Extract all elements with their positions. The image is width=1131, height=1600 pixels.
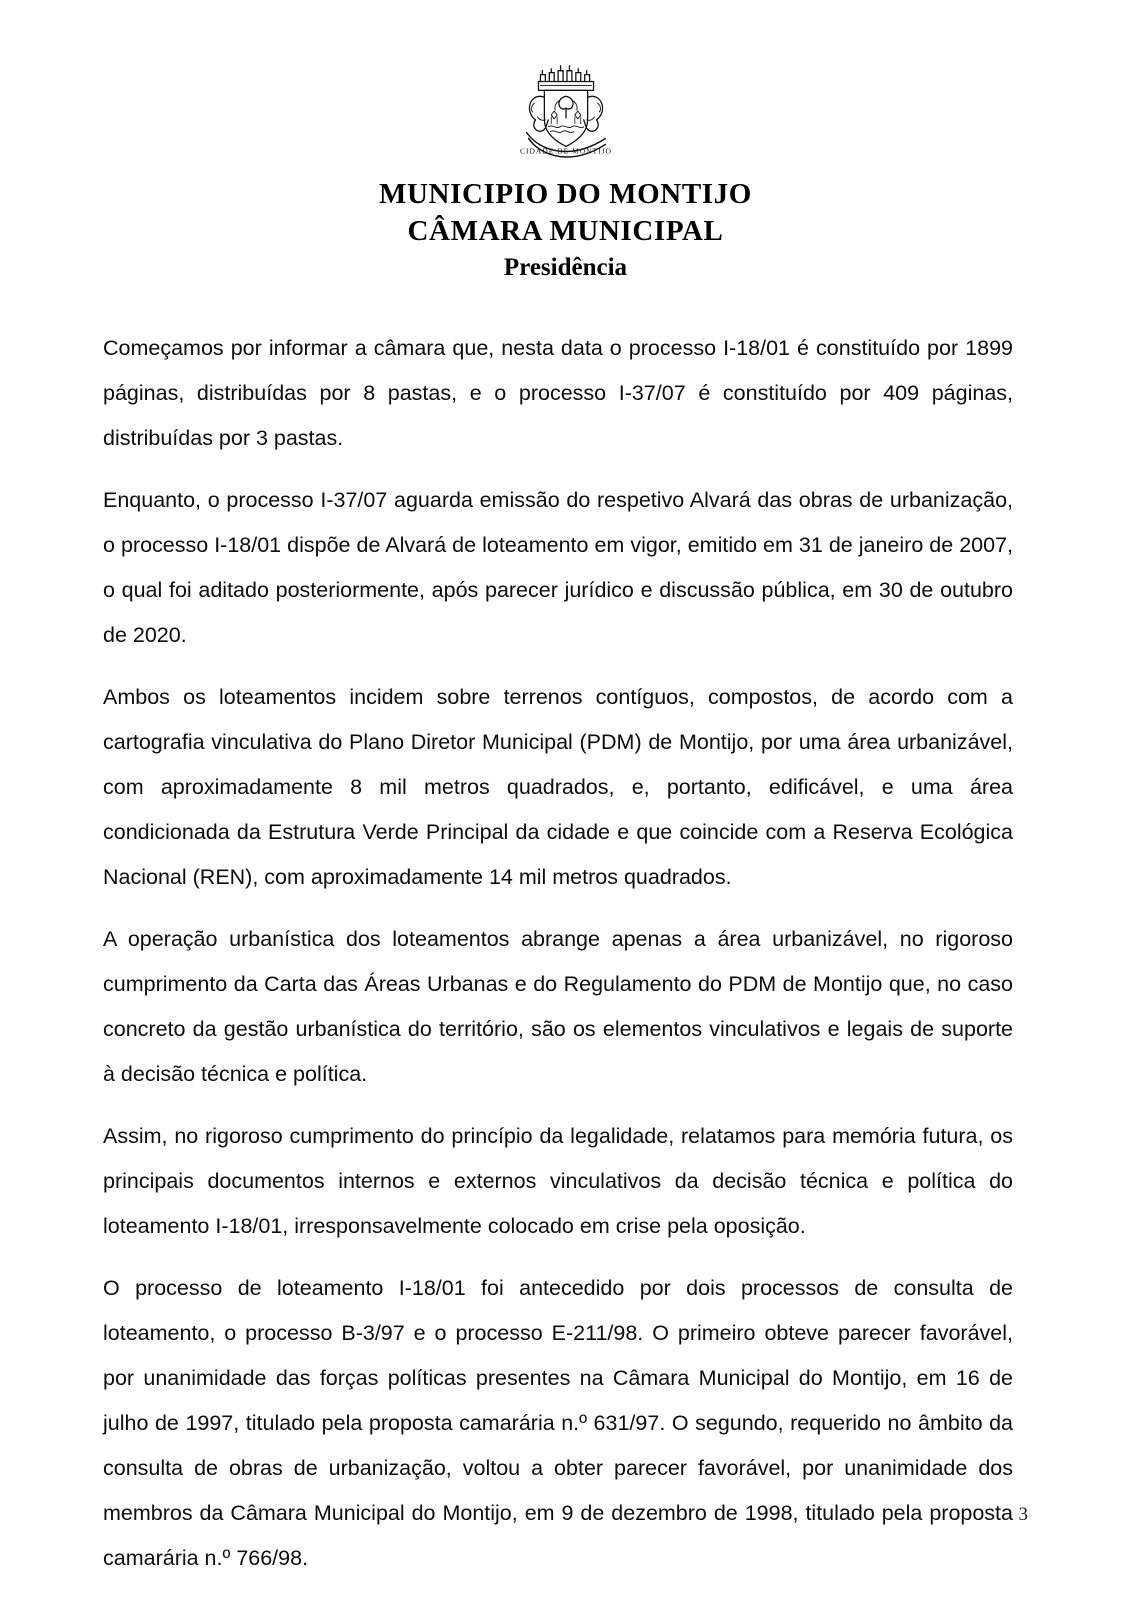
paragraph: Ambos os loteamentos incidem sobre terrenos contíguos, compostos, de acordo com a cartografia vinculativa do Plano Diretor Municipal (PDM) de Montijo, por uma área urbanizável, com aproximadamente 8 mil metros quadrados, e, portanto, edificável, e uma área condicionada da Estrutura Verde Principal da cidade e que coincide com a Reserva Ecológica Nacional (REN), com aproximadamente 14 mil metros quadrados.	[103, 685, 1013, 889]
paragraph: Começamos por informar a câmara que, nesta data o processo I-18/01 é constituído por 1899 páginas, distribuídas por 8 pastas, e o processo I-37/07 é constituído por 409 páginas, distribuídas por 3 pastas.	[103, 336, 1013, 450]
paragraph: Enquanto, o processo I-37/07 aguarda emissão do respetivo Alvará das obras de urbanização, o processo I-18/01 dispõe de Alvará de loteamento em vigor, emitido em 31 de janeiro de 2007, o qual foi aditado posteriormente, após parecer jurídico e discussão pública, em 30 de outubro de 2020.	[103, 488, 1013, 647]
paragraph: Assim, no rigoroso cumprimento do princípio da legalidade, relatamos para memória futura, os principais documentos internos e externos vinculativos da decisão técnica e política do loteamento I-18/01, irresponsavelmente colocado em crise pela oposição.	[103, 1124, 1013, 1238]
letterhead	[0, 0, 1131, 285]
organization-department: Presidência	[503, 254, 628, 282]
document-body	[103, 326, 1013, 1581]
organization-body: CÂMARA MUNICIPAL	[407, 215, 724, 248]
coat-of-arms-icon	[507, 52, 625, 170]
svg-text:CIDADE DE MONTIJO: CIDADE DE MONTIJO	[519, 146, 612, 156]
paragraph: O processo de loteamento I-18/01 foi antecedido por dois processos de consulta de loteamento, o processo B-3/97 e o processo E-211/98. O primeiro obteve parecer favorável, por unanimidade das forças políticas presentes na Câmara Municipal do Montijo, em 16 de julho de 1997, titulado pela proposta camarária n.º 631/97. O segundo, requerido no âmbito da consulta de obras de urbanização, voltou a obter parecer favorável, por unanimidade dos membros da Câmara Municipal do Montijo, em 9 de dezembro de 1998, titulado pela proposta camarária n.º 766/98.	[103, 1276, 1013, 1570]
page-number: 3	[1018, 1504, 1028, 1525]
organization-name: MUNICIPIO DO MONTIJO	[379, 178, 752, 210]
paragraph: A operação urbanística dos loteamentos abrange apenas a área urbanizável, no rigoroso cumprimento da Carta das Áreas Urbanas e do Regulamento do PDM de Montijo que, no caso concreto da gestão urbanística do território, são os elementos vinculativos e legais de suporte à decisão técnica e política.	[103, 927, 1013, 1086]
